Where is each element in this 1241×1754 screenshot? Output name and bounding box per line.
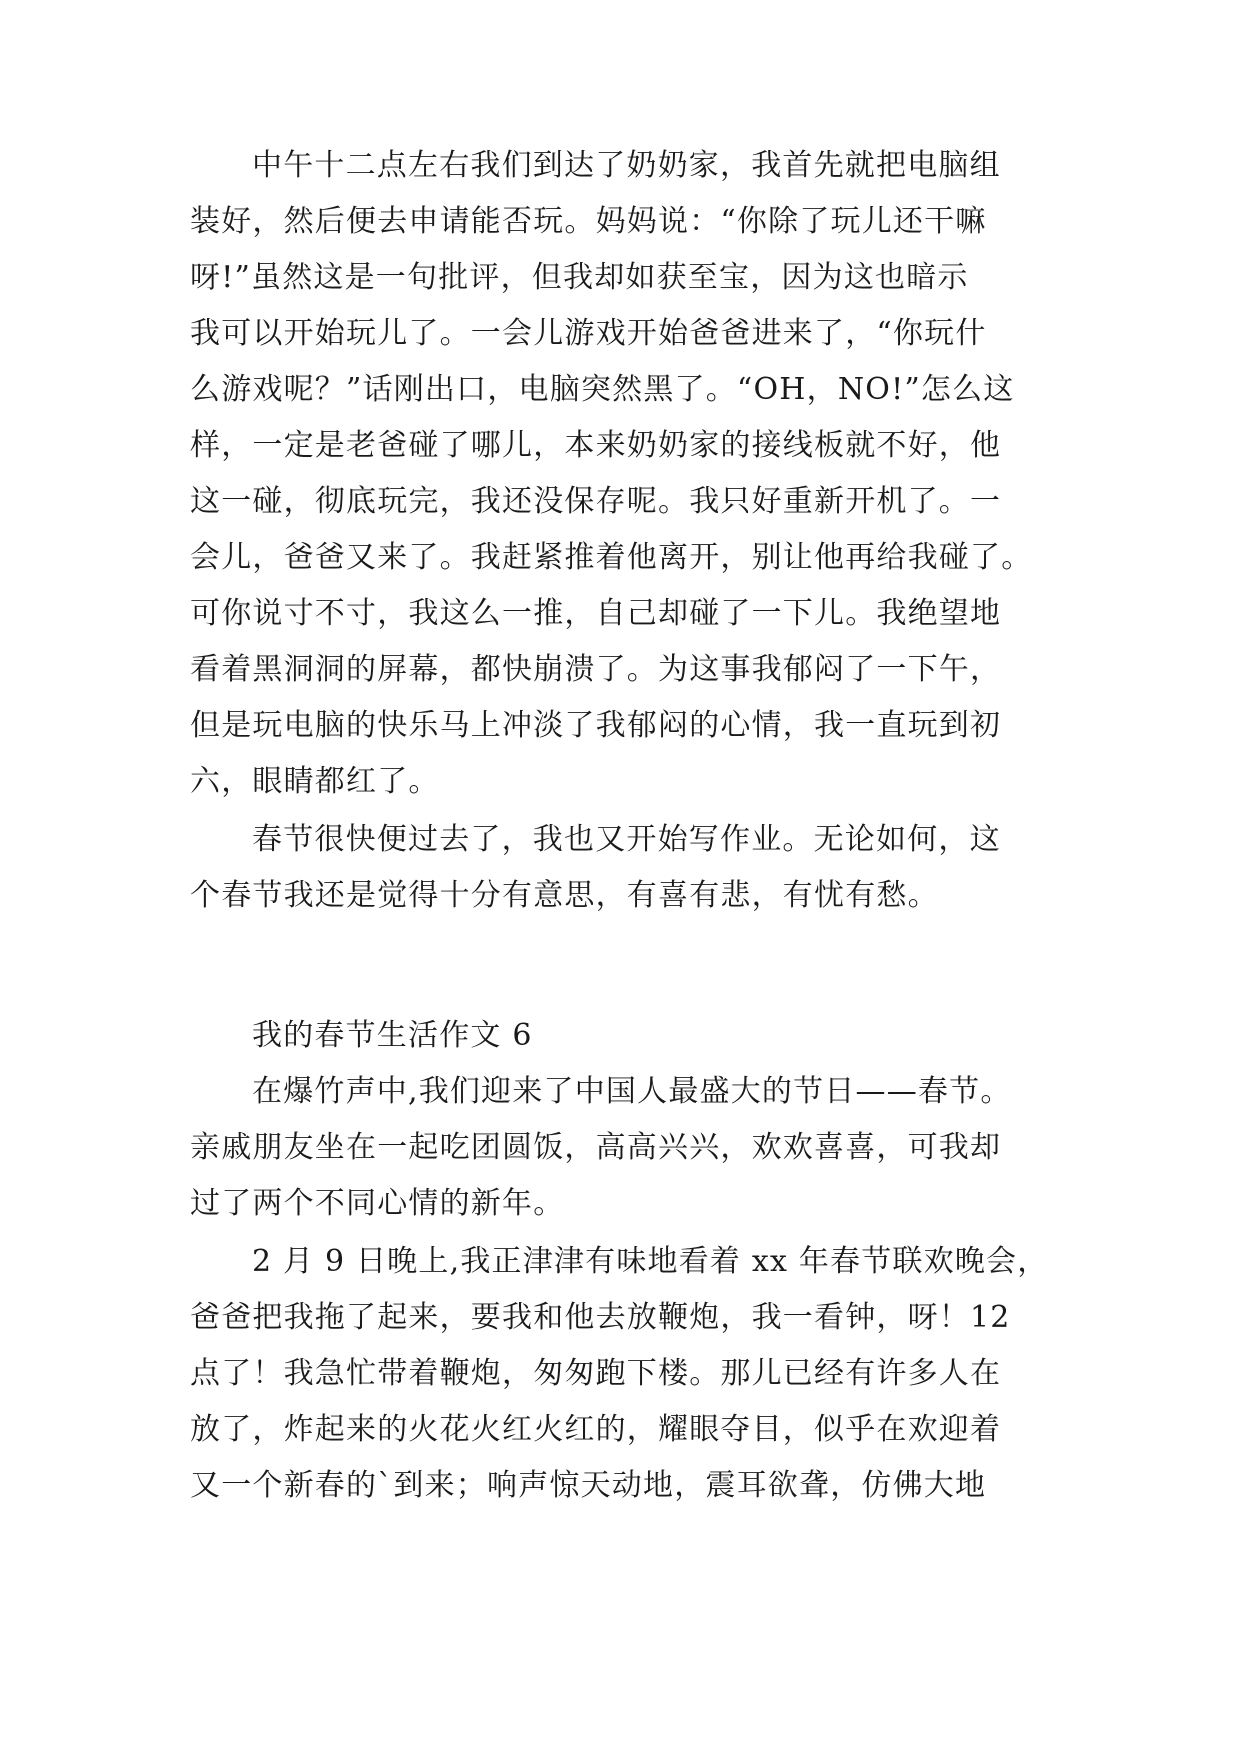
paragraph-line: 么游戏呢？”话刚出口，电脑突然黑了。“OH，NO!”怎么这 xyxy=(190,372,1015,407)
paragraph-line: 在爆竹声中,我们迎来了中国人最盛大的节日——春节。 xyxy=(252,1074,1012,1109)
paragraph-line: 会儿，爸爸又来了。我赶紧推着他离开，别让他再给我碰了。 xyxy=(190,540,1033,575)
paragraph-line: 点了！我急忙带着鞭炮，匆匆跑下楼。那儿已经有许多人在 xyxy=(190,1356,1002,1391)
paragraph-line: 个春节我还是觉得十分有意思，有喜有悲，有忧有愁。 xyxy=(190,878,939,913)
paragraph-line: 这一碰，彻底玩完，我还没保存呢。我只好重新开机了。一 xyxy=(190,484,1002,519)
paragraph-line: 春节很快便过去了，我也又开始写作业。无论如何，这 xyxy=(252,822,1001,857)
paragraph-line: 2 月 9 日晚上,我正津津有味地看着 xx 年春节联欢晚会， xyxy=(252,1244,1049,1279)
paragraph-line: 但是玩电脑的快乐马上冲淡了我郁闷的心情，我一直玩到初 xyxy=(190,708,1002,743)
paragraph-line: 过了两个不同心情的新年。 xyxy=(190,1186,565,1221)
paragraph-line: 又一个新春的`到来；响声惊天动地，震耳欲聋，仿佛大地 xyxy=(190,1468,987,1503)
paragraph-line: 放了，炸起来的火花火红火红的，耀眼夺目，似乎在欢迎着 xyxy=(190,1412,1002,1447)
paragraph-line: 六，眼睛都红了。 xyxy=(190,764,440,799)
paragraph-line: 可你说寸不寸，我这么一推，自己却碰了一下儿。我绝望地 xyxy=(190,596,1002,631)
paragraph-line: 中午十二点左右我们到达了奶奶家，我首先就把电脑组 xyxy=(252,148,1001,183)
paragraph-line: 装好，然后便去申请能否玩。妈妈说：“你除了玩儿还干嘛 xyxy=(190,204,987,239)
paragraph-line: 我可以开始玩儿了。一会儿游戏开始爸爸进来了，“你玩什 xyxy=(190,316,987,351)
paragraph-line: 呀!”虽然这是一句批评，但我却如获至宝，因为这也暗示 xyxy=(190,260,969,295)
paragraph-line: 爸爸把我拖了起来，要我和他去放鞭炮，我一看钟，呀！12 xyxy=(190,1300,1011,1335)
section-heading: 我的春节生活作文 6 xyxy=(252,1018,533,1053)
paragraph-line: 样，一定是老爸碰了哪儿，本来奶奶家的接线板就不好，他 xyxy=(190,428,1002,463)
paragraph-line: 亲戚朋友坐在一起吃团圆饭，高高兴兴，欢欢喜喜，可我却 xyxy=(190,1130,1002,1165)
paragraph-line: 看着黑洞洞的屏幕，都快崩溃了。为这事我郁闷了一下午， xyxy=(190,652,1002,687)
